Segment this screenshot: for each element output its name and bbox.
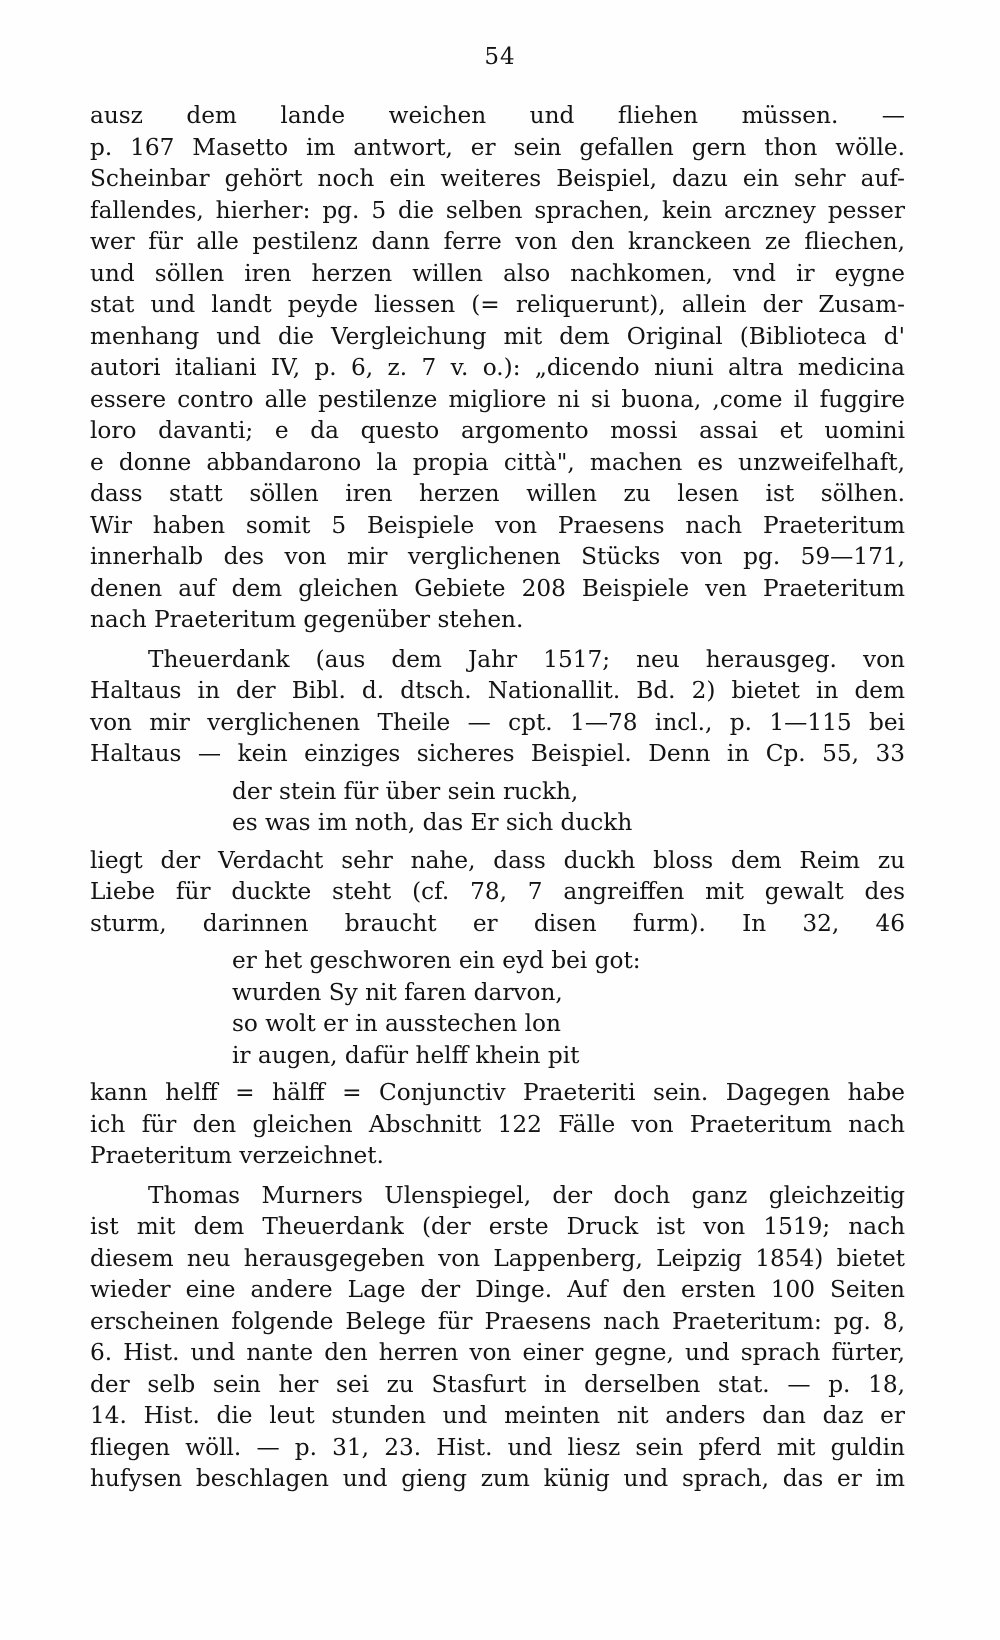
text-line: Haltaus — kein einziges sicheres Beispiel. Denn in Cp. 55, 33 (90, 740, 905, 767)
text-line: Haltaus in der Bibl. d. dtsch. Nationallit. Bd. 2) bietet in dem (90, 677, 905, 704)
text-line: erscheinen folgende Belege für Praesens nach Praeteritum: pg. 8, (90, 1307, 905, 1335)
verse-line: er het geschworen ein eyd bei got: (232, 947, 641, 974)
text-line: liegt der Verdacht sehr nahe, dass duckh bloss dem Reim zu (90, 846, 905, 874)
text-line: e donne abbandarono la propia città", machen es unzweifelhaft, (90, 448, 905, 476)
text-line: denen auf dem gleichen Gebiete 208 Beispiele ven Praeteritum (90, 574, 905, 602)
paragraph-4 (90, 1077, 905, 1172)
verse-quote-1 (90, 776, 905, 839)
verse-quote-2 (90, 945, 905, 1071)
text-line: autori italiani IV, p. 6, z. 7 v. o.): „dicendo niuni altra medicina (90, 354, 905, 381)
text-line: Scheinbar gehört noch ein weiteres Beispiel, dazu ein sehr auf- (90, 165, 905, 192)
text-line: ist mit dem Theuerdank (der erste Druck ist von 1519; nach (90, 1213, 905, 1240)
paragraph-3 (90, 845, 905, 940)
paragraph-gap (90, 1172, 905, 1180)
text-line: innerhalb des von mir verglichenen Stücks von pg. 59—171, (90, 543, 905, 570)
text-line: menhang und die Vergleichung mit dem Original (Biblioteca d' (90, 322, 905, 350)
text-line: dass statt söllen iren herzen willen zu lesen ist sölhen. (90, 480, 905, 507)
text-line: wer für alle pestilenz dann ferre von den kranckeen ze fliechen, (90, 228, 905, 255)
verse-line: der stein für über sein ruckh, (232, 777, 579, 805)
text-line: Praeteritum verzeichnet. (90, 1142, 384, 1169)
text-line: und söllen iren herzen willen also nachkomen, vnd ir eygne (90, 259, 905, 287)
paragraph-5 (90, 1180, 905, 1495)
text-line: Thomas Murners Ulenspiegel, der doch ganz gleichzeitig (148, 1181, 905, 1209)
text-line: Theuerdank (aus dem Jahr 1517; neu herausgeg. von (148, 645, 905, 673)
text-line: fallendes, hierher: pg. 5 die selben sprachen, kein arczney pesser (90, 196, 905, 224)
text-line: stat und landt peyde liessen (= reliquerunt), allein der Zusam- (90, 291, 905, 318)
text-line: diesem neu herausgegeben von Lappenberg, Leipzig 1854) bietet (90, 1244, 905, 1272)
page-number: 54 (484, 44, 516, 70)
text-line: Wir haben somit 5 Beispiele von Praesens nach Praeteritum (90, 511, 905, 539)
text-line: p. 167 Masetto im antwort, er sein gefallen gern thon wölle. (90, 133, 905, 161)
verse-line: ir augen, dafür helff khein pit (232, 1041, 580, 1069)
text-line: 14. Hist. die leut stunden und meinten nit anders dan daz er (90, 1402, 905, 1429)
text-line: der selb sein her sei zu Stasfurt in derselben stat. — p. 18, (90, 1370, 905, 1398)
text-line: wieder eine andere Lage der Dinge. Auf den ersten 100 Seiten (90, 1276, 905, 1303)
text-line: loro davanti; e da questo argomento mossi assai et uomini (90, 417, 905, 444)
paragraph-1 (90, 100, 905, 636)
verse-line: es was im noth, das Er sich duckh (232, 809, 633, 836)
paragraph-2 (90, 644, 905, 770)
text-line: ausz dem lande weichen und fliehen müssen. — (90, 102, 905, 129)
text-line: nach Praeteritum gegenüber stehen. (90, 606, 524, 633)
verse-line: so wolt er in ausstechen lon (232, 1010, 561, 1037)
text-line: sturm, darinnen braucht er disen furm). In 32, 46 (90, 909, 905, 937)
paragraph-gap (90, 636, 905, 644)
text-line: Liebe für duckte steht (cf. 78, 7 angreiffen mit gewalt des (90, 878, 905, 905)
text-line: ich für den gleichen Abschnitt 122 Fälle von Praeteritum nach (90, 1110, 905, 1138)
text-line: von mir verglichenen Theile — cpt. 1—78 incl., p. 1—115 bei (90, 708, 905, 736)
text-line: fliegen wöll. — p. 31, 23. Hist. und liesz sein pferd mit guldin (90, 1433, 905, 1461)
text-line: 6. Hist. und nante den herren von einer gegne, und sprach fürter, (90, 1339, 905, 1366)
text-line: kann helff = hälff = Conjunctiv Praeteriti sein. Dagegen habe (90, 1079, 905, 1106)
text-line: hufysen beschlagen und gieng zum künig und sprach, das er im (90, 1465, 905, 1492)
body-text (90, 100, 905, 1495)
verse-line: wurden Sy nit faren darvon, (232, 978, 563, 1006)
text-line: essere contro alle pestilenze migliore ni si buona, ,come il fuggire (90, 385, 905, 413)
